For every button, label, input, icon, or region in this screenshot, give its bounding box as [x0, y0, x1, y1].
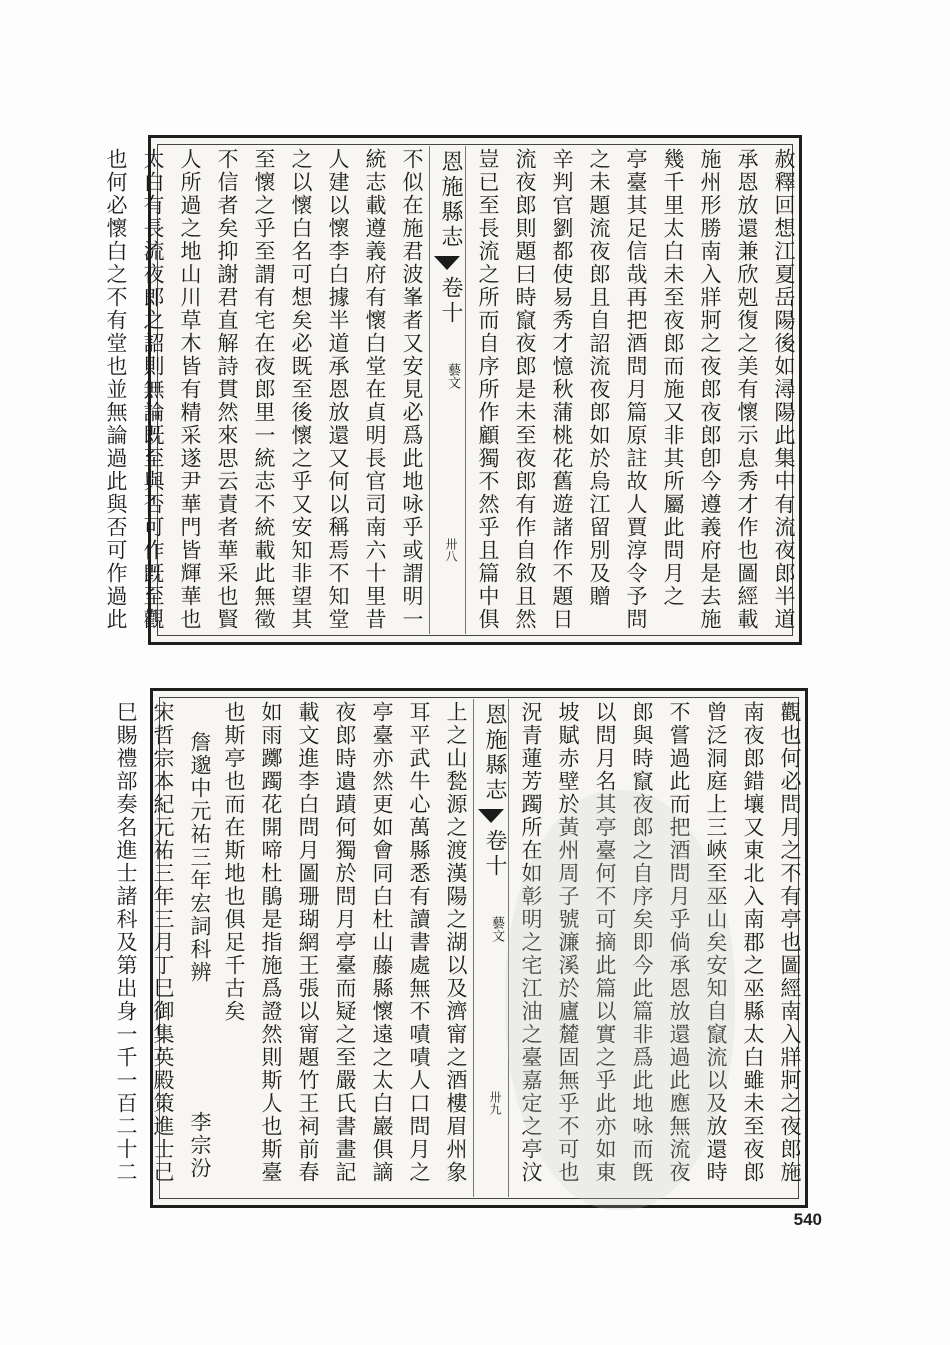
upper-center-title: 恩施縣志	[438, 150, 463, 250]
lower-center-section: 藝文	[489, 916, 504, 942]
upper-center-section: 藝文	[445, 363, 460, 389]
lower-col-12: 夜郎時遺蹟何獨於問月亭臺而疑之至嚴氏書畫記	[333, 701, 357, 1184]
lower-col-9: 上之山甃源之渡漢陽之湖以及濟甯之酒樓眉州象	[444, 701, 468, 1184]
lower-col-8: 況青蓮芳躅所在如彰明之宅江油之臺嘉定之亭汶	[519, 701, 543, 1184]
lower-col-14: 如雨躑躅花開啼杜鵑是指施爲證然則斯人也斯臺	[259, 701, 283, 1184]
upper-col-18: 也何必懷白之不有堂也並無論過此與否可作過此	[104, 148, 128, 631]
lower-center-juan: 卷十	[482, 829, 507, 879]
upper-col-7: 辛判官劉都使易秀才憶秋蒲桃花舊遊諸作不題日	[550, 148, 574, 631]
upper-col-8: 流夜郎則題曰時竄夜郎是未至夜郎有作自敘且然	[513, 148, 537, 631]
lower-col-16-heading: 詹邈中元祐三年宏詞科辨	[188, 731, 212, 984]
lower-col-13: 載文進李白問月圖珊瑚網王張以甯題竹王祠前春	[296, 701, 320, 1184]
upper-col-17: 太白有長流夜郎之詔則無論既至與否可作旣至觀	[141, 148, 165, 631]
upper-col-3: 施州形勝南入牂牁之夜郎夜郎卽今遵義府是去施	[698, 148, 722, 631]
lower-col-11: 亭臺亦然更如會同白杜山藤縣懷遠之太白巖俱謫	[370, 701, 394, 1184]
upper-col-14: 至懷之乎至謂有宅在夜郎里一統志不統載此無徵	[252, 148, 276, 631]
lower-col-2: 南夜郎錯壤又東北入南郡之巫縣太白雖未至夜郎	[741, 701, 765, 1184]
lower-fish-tail-mark	[478, 809, 504, 823]
upper-col-2: 承恩放還兼欣剋復之美有懷示息秀才作也圖經載	[735, 148, 759, 631]
watermark-seal	[505, 790, 735, 1210]
upper-col-11: 統志載遵義府有懷白堂在貞明長官司南六十里昔	[363, 148, 387, 631]
lower-center-folio: 卅九	[488, 1091, 502, 1115]
lower-col-17: 宋哲宗本紀元祐三年三月丁巳御集英殿策進士己	[151, 701, 175, 1184]
lower-author: 李宗汾	[188, 1111, 212, 1180]
lower-col-4: 不嘗過此而把酒問月乎倘承恩放還過此應無流夜	[667, 701, 691, 1184]
upper-col-1: 赦釋回想江夏岳陽後如潯陽此集中有流夜郎半道	[772, 148, 796, 631]
upper-fish-tail-mark	[434, 256, 460, 270]
upper-col-10: 不似在施君波峯者又安見必爲此地咏乎或謂明一	[400, 148, 424, 631]
upper-col-4: 幾千里太白未至夜郎而施又非其所屬此問月之	[661, 148, 685, 608]
upper-col-5: 亭臺其足信哉再把酒問月篇原註故人賈淳令予問	[624, 148, 648, 631]
upper-col-12: 人建以懷李白據半道承恩放還又何以稱焉不知堂	[326, 148, 350, 631]
upper-col-6: 之未題流夜郎且自詔流夜郎如於烏江留別及贈	[587, 148, 611, 608]
upper-page	[104, 135, 802, 645]
lower-col-6: 以問月名其亭臺何不可摘此篇以實之乎此亦如東	[593, 701, 617, 1184]
lower-col-7: 坡賦赤壁於黃州周子號濂溪於廬麓固無乎不可也	[556, 701, 580, 1184]
lower-center-title: 恩施縣志	[482, 703, 507, 803]
upper-col-13: 之以懷白名可想矣必既至後懷之乎又安知非望其	[289, 148, 313, 631]
lower-col-10: 耳平武牛心萬縣悉有讀書處無不嘖嘖人口問月之	[407, 701, 431, 1184]
upper-center-juan: 卷十	[438, 276, 463, 326]
upper-center-rule-left	[429, 146, 430, 634]
upper-col-9: 豈已至長流之所而自序所作顧獨不然乎且篇中俱	[476, 148, 500, 631]
lower-col-1: 觀也何必問月之不有亭也圖經南入牂牁之夜郎施	[778, 701, 802, 1184]
lower-col-18: 巳賜禮部奏名進士諸科及第出身一千一百二十二	[114, 701, 138, 1184]
upper-col-16: 人所過之地山川草木皆有精采遂尹華門皆輝華也	[178, 148, 202, 631]
page-number: 540	[793, 1210, 822, 1229]
lower-col-5: 郎與時竄夜郎之自序矣即今此篇非爲此地咏而旣	[630, 701, 654, 1184]
lower-center-rule-left	[473, 699, 474, 1197]
upper-center-folio: 卅八	[444, 538, 458, 562]
lower-col-3: 曾泛洞庭上三峽至巫山矣安知自竄流以及放還時	[704, 701, 728, 1184]
lower-col-15: 也斯亭也而在斯地也俱足千古矣	[222, 701, 246, 1023]
upper-col-15: 不信者矣抑謝君直解詩貫然來思云責者華采也賢	[215, 148, 239, 631]
